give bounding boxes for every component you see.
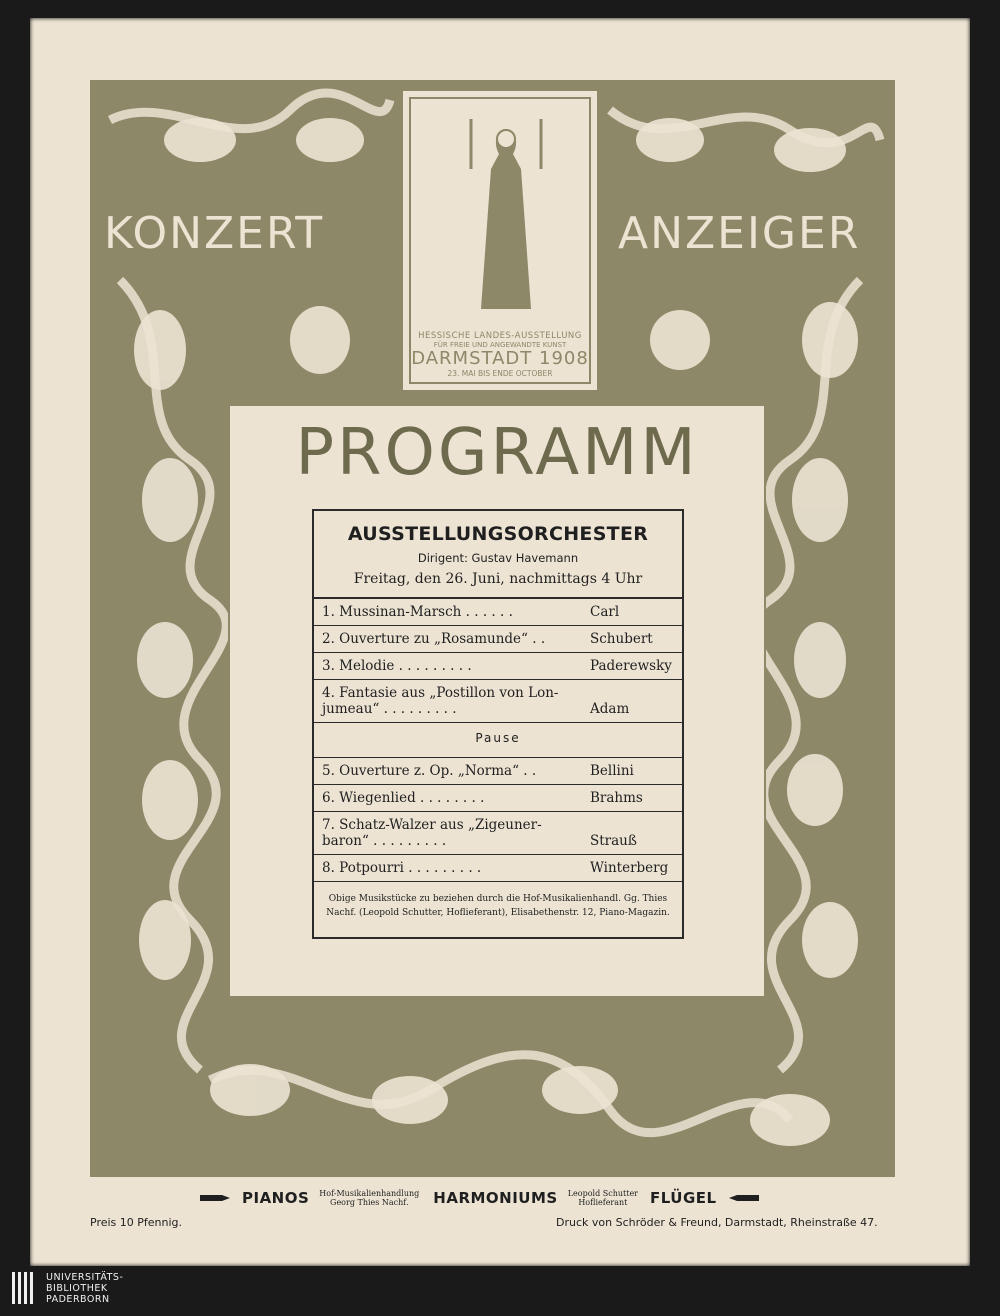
- lady-figure-illustration: [451, 109, 561, 329]
- exhibition-poster: [400, 88, 600, 393]
- library-logo-icon: [10, 1268, 36, 1308]
- orchestra-title: AUSSTELLUNGSORCHESTER: [347, 523, 649, 545]
- item-title: 3. Melodie . . . . . . . . .: [322, 658, 472, 674]
- fluegel-label: FLÜGEL: [650, 1189, 717, 1207]
- pause-label: Pause: [314, 723, 682, 758]
- program-item: [314, 855, 682, 882]
- pointing-hand-right-icon: [200, 1192, 234, 1204]
- program-panel: [228, 404, 766, 998]
- pianos-dealer: [319, 1189, 419, 1207]
- item-title: 7. Schatz-Walzer aus „Zigeuner- baron“ . . . . . . . . .: [322, 817, 542, 849]
- item-title: 5. Ouverture z. Op. „Norma“ . .: [322, 763, 537, 779]
- item-title: 6. Wiegenlied . . . . . . . .: [322, 790, 485, 806]
- anzeiger-title: ANZEIGER: [618, 208, 861, 259]
- item-composer: Carl: [590, 604, 620, 620]
- program-item: [314, 812, 682, 855]
- konzert-title: KONZERT: [104, 208, 325, 259]
- printer-line: Druck von Schröder & Freund, Darmstadt, Rheinstraße 47.: [556, 1216, 878, 1229]
- item-title: 1. Mussinan-Marsch . . . . . .: [322, 604, 513, 620]
- program-box: [312, 509, 684, 939]
- harmoniums-label: HARMONIUMS: [433, 1189, 558, 1207]
- library-name: [46, 1272, 123, 1305]
- item-composer: Bellini: [590, 763, 634, 779]
- library-logo: [10, 1268, 160, 1308]
- program-item: [314, 599, 682, 626]
- library-line-1: UNIVERSITÄTS-: [46, 1271, 124, 1283]
- item-title: 2. Ouverture zu „Rosamunde“ . .: [322, 631, 546, 647]
- harmoniums-dealer: [568, 1189, 638, 1207]
- pointing-hand-left-icon: [725, 1192, 759, 1204]
- poster-line-4: 23. MAI BIS ENDE OCTOBER: [447, 369, 553, 378]
- item-composer: Schubert: [590, 631, 653, 647]
- item-composer: Paderewsky: [590, 658, 672, 674]
- program-item: [314, 653, 682, 680]
- poster-line-3: DARMSTADT 1908: [411, 348, 589, 369]
- harm-sub-1: Leopold Schutter: [567, 1189, 638, 1198]
- date-line: Freitag, den 26. Juni, nachmittags 4 Uhr: [314, 571, 682, 599]
- program-item: [314, 758, 682, 785]
- pianos-sub-2: Georg Thies Nachf.: [330, 1198, 409, 1207]
- advertisement-line: [200, 1186, 820, 1210]
- harm-sub-2: Hoflieferant: [578, 1198, 628, 1207]
- item-composer: Winterberg: [590, 860, 669, 876]
- poster-line-2: FÜR FREIE UND ANGEWANDTE KUNST: [433, 341, 567, 349]
- poster-line-1: HESSISCHE LANDES-AUSSTELLUNG: [418, 331, 582, 341]
- item-title: 8. Potpourri . . . . . . . . .: [322, 860, 482, 876]
- pianos-label: PIANOS: [242, 1189, 310, 1207]
- item-composer: Strauß: [590, 833, 637, 849]
- program-item: [314, 680, 682, 723]
- library-line-3: PADERBORN: [46, 1293, 110, 1305]
- item-composer: Brahms: [590, 790, 643, 806]
- programm-heading: PROGRAMM: [295, 416, 699, 490]
- program-item: [314, 626, 682, 653]
- item-composer: Adam: [590, 701, 630, 717]
- item-title: 4. Fantasie aus „Postillon von Lon- jumeau“ . . . . . . . . .: [322, 685, 559, 717]
- pianos-sub-1: Hof-Musikalienhandlung: [319, 1189, 420, 1198]
- conductor-line: Dirigent: Gustav Havemann: [417, 551, 579, 565]
- library-line-2: BIBLIOTHEK: [46, 1282, 108, 1294]
- sheet-music-note: Obige Musikstücke zu beziehen durch die Hof-Musikalienhandl. Gg. Thies Nachf. (Leopold Schutter, Hoflieferant), Elisabethenstr. 12, Piano-Magazin.: [326, 894, 670, 918]
- program-item: [314, 785, 682, 812]
- price-line: Preis 10 Pfennig.: [90, 1216, 183, 1229]
- poster-caption: [411, 331, 589, 378]
